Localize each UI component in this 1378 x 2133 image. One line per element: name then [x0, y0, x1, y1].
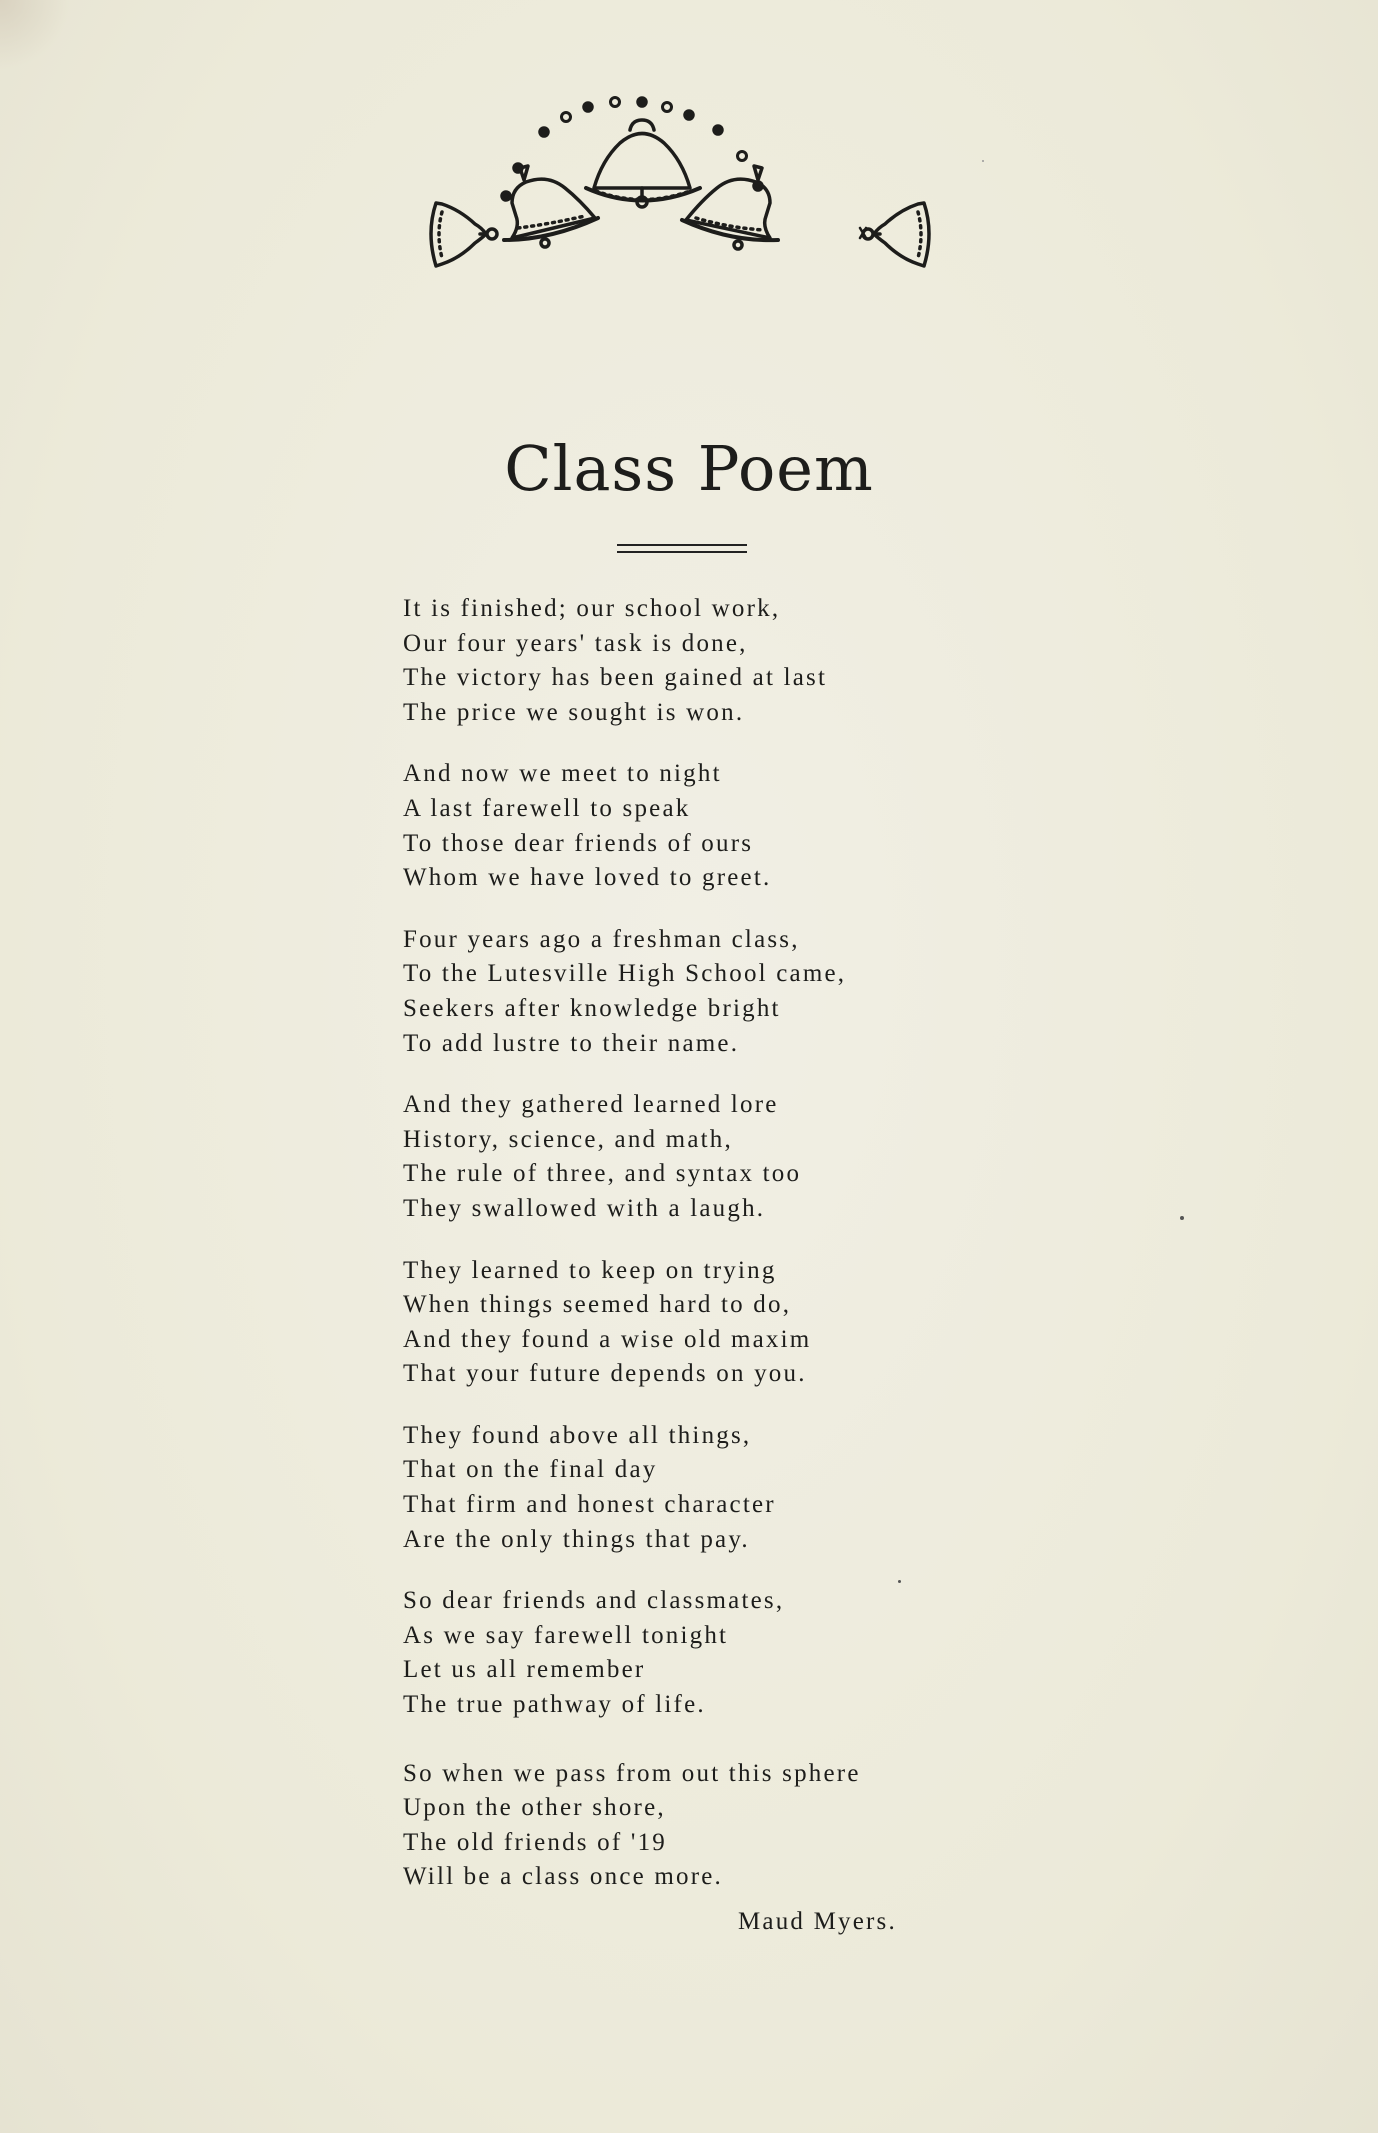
poem-line: History, science, and math,: [403, 1125, 733, 1153]
stanza: [403, 1419, 1003, 1557]
poem-line: Upon the other shore,: [403, 1794, 666, 1822]
page-title: Class Poem: [504, 432, 874, 505]
poem-line: To those dear friends of ours: [403, 829, 754, 857]
poem-line: They learned to keep on trying: [403, 1256, 777, 1284]
poem-line: Whom we have loved to greet.: [403, 864, 772, 892]
poem-line: And they found a wise old maxim: [403, 1325, 812, 1353]
poem-line: That on the final day: [403, 1456, 658, 1484]
poem-line: So when we pass from out this sphere: [403, 1759, 861, 1787]
poem-line: Four years ago a freshman class,: [403, 925, 800, 953]
paper-speck: [898, 1580, 901, 1583]
paper-speck: [1180, 1216, 1184, 1220]
poem-line: And now we meet to night: [403, 760, 722, 788]
stanza: [403, 1088, 1003, 1226]
author-signature: Maud Myers.: [738, 1908, 897, 1935]
poem-line: Are the only things that pay.: [403, 1525, 750, 1553]
stanza: [403, 592, 1003, 730]
poem-line: Our four years' task is done,: [403, 629, 748, 657]
poem-line: To add lustre to their name.: [403, 1029, 740, 1057]
poem-line: So dear friends and classmates,: [403, 1587, 785, 1615]
paper-speck: [982, 160, 984, 162]
poem-line: The old friends of '19: [403, 1828, 667, 1856]
stanza: [403, 1757, 1003, 1895]
poem-line: They found above all things,: [403, 1421, 752, 1449]
page-corner-shade: [0, 0, 70, 70]
poem-line: Seekers after knowledge bright: [403, 994, 781, 1022]
poem-line: Let us all remember: [403, 1656, 646, 1684]
stanza: [403, 757, 1003, 895]
stanza: [403, 923, 1003, 1061]
title-double-rule: [617, 544, 747, 556]
poem-body: [403, 592, 1003, 1922]
poem-line: As we say farewell tonight: [403, 1621, 729, 1649]
poem-line: To the Lutesville High School came,: [403, 960, 847, 988]
poem-line: The true pathway of life.: [403, 1691, 706, 1719]
stanza: [403, 1254, 1003, 1392]
poem-line: The price we sought is won.: [403, 698, 745, 726]
poem-line: And they gathered learned lore: [403, 1091, 779, 1119]
poem-line: The victory has been gained at last: [403, 664, 828, 692]
poem-line: Will be a class once more.: [403, 1863, 723, 1891]
poem-line: That your future depends on you.: [403, 1360, 807, 1388]
bells-arch-icon: [420, 88, 940, 288]
poem-line: When things seemed hard to do,: [403, 1291, 792, 1319]
poem-line: A last farewell to speak: [403, 794, 691, 822]
poem-line: That firm and honest character: [403, 1491, 776, 1519]
poem-line: It is finished; our school work,: [403, 595, 781, 622]
poem-line: The rule of three, and syntax too: [403, 1160, 802, 1188]
stanza: [403, 1584, 1003, 1722]
poem-line: They swallowed with a laugh.: [403, 1194, 766, 1222]
